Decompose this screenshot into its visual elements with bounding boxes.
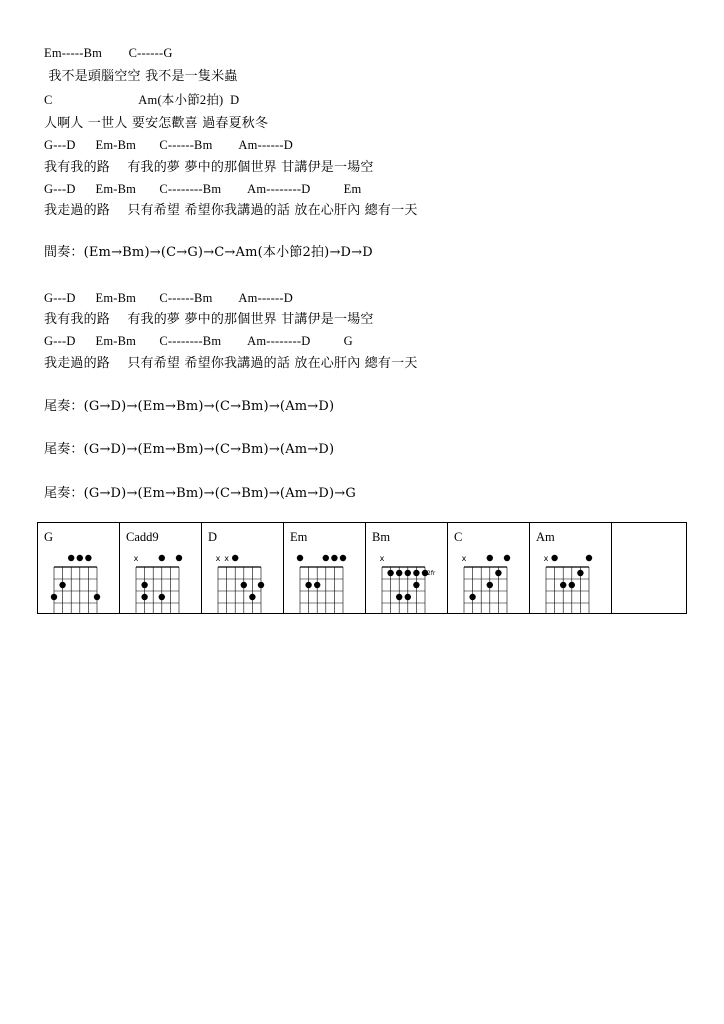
open-string-dot (323, 555, 329, 561)
chord-cell-4 (366, 523, 448, 613)
lyric-line-1: 我不是頭腦空空 我不是一隻米蟲 (44, 69, 238, 84)
chord-name: Am (536, 530, 555, 544)
chord-line-4: G---D Em-Bm C------Bm Am------D (44, 138, 293, 152)
chord-cell-0 (38, 523, 120, 613)
open-string-dot (232, 555, 238, 561)
open-string-dot (297, 555, 303, 561)
lyric-line-10: 我有我的路 有我的夢 夢中的那個世界 甘講伊是一場空 (44, 312, 374, 327)
chord-chart-table (37, 522, 687, 614)
finger-dot (249, 594, 255, 600)
finger-dot (159, 594, 165, 600)
chord-cell-5 (448, 523, 530, 613)
muted-string-mark: x (224, 554, 229, 563)
lyric-line-3: 人啊人 一世人 要安怎歡喜 過春夏秋冬 (44, 116, 269, 131)
open-string-dot (340, 555, 346, 561)
chord-name: D (208, 530, 218, 544)
lyric-line-8: 間奏：(Em→Bm)→(C→G)→C→Am(本小節2拍)→D→D (44, 245, 373, 260)
open-string-dot (551, 555, 557, 561)
finger-dot (141, 594, 147, 600)
finger-dot (305, 582, 311, 588)
chord-diagram-4 (366, 523, 448, 613)
chord-name: Bm (372, 530, 391, 544)
chord-cell-6 (530, 523, 612, 613)
open-string-dot (331, 555, 337, 561)
chord-diagram-1 (120, 523, 202, 613)
finger-dot (405, 594, 411, 600)
chord-diagram-2 (202, 523, 284, 613)
open-string-dot (85, 555, 91, 561)
lyric-line-12: 我走過的路 只有希望 希望你我講過的話 放在心肝內 總有一天 (44, 356, 418, 371)
finger-dot (94, 594, 100, 600)
finger-dot (59, 582, 65, 588)
lyric-line-7: 我走過的路 只有希望 希望你我講過的話 放在心肝內 總有一天 (44, 203, 418, 218)
chord-name: Cadd9 (126, 530, 159, 544)
chord-name: G (44, 530, 54, 544)
finger-dot (396, 594, 402, 600)
finger-dot (560, 582, 566, 588)
finger-dot (314, 582, 320, 588)
open-string-dot (176, 555, 182, 561)
chord-line-0: Em-----Bm C------G (44, 46, 173, 60)
chord-diagram-3 (284, 523, 366, 613)
lyric-line-15: 尾奏：(G→D)→(Em→Bm)→(C→Bm)→(Am→D)→G (44, 486, 356, 501)
finger-dot (396, 570, 402, 576)
chord-diagram-0 (38, 523, 120, 613)
lyric-line-13: 尾奏：(G→D)→(Em→Bm)→(C→Bm)→(Am→D) (44, 399, 335, 414)
chord-name: C (454, 530, 463, 544)
chord-diagram-5 (448, 523, 530, 613)
finger-dot (413, 582, 419, 588)
finger-dot (241, 582, 247, 588)
finger-dot (51, 594, 57, 600)
chord-line-11: G---D Em-Bm C--------Bm Am--------D G (44, 334, 353, 348)
lyric-line-5: 我有我的路 有我的夢 夢中的那個世界 甘講伊是一場空 (44, 160, 374, 175)
empty-chord-cell (612, 523, 686, 613)
finger-dot (469, 594, 475, 600)
chord-diagram-6 (530, 523, 612, 613)
finger-dot (487, 582, 493, 588)
finger-dot (141, 582, 147, 588)
chord-cell-2 (202, 523, 284, 613)
finger-dot (569, 582, 575, 588)
chord-cell-1 (120, 523, 202, 613)
finger-dot (577, 570, 583, 576)
chord-line-6: G---D Em-Bm C--------Bm Am--------D Em (44, 182, 362, 196)
chord-cell-3 (284, 523, 366, 613)
muted-string-mark: x (379, 554, 385, 563)
muted-string-mark: x (215, 554, 221, 563)
chord-line-9: G---D Em-Bm C------Bm Am------D (44, 291, 293, 305)
open-string-dot (77, 555, 83, 561)
chord-name: Em (290, 530, 308, 544)
lyric-line-14: 尾奏：(G→D)→(Em→Bm)→(C→Bm)→(Am→D) (44, 442, 335, 457)
finger-dot (495, 570, 501, 576)
muted-string-mark: x (133, 554, 139, 563)
open-string-dot (68, 555, 74, 561)
open-string-dot (504, 555, 510, 561)
open-string-dot (586, 555, 592, 561)
finger-dot (413, 570, 419, 576)
open-string-dot (487, 555, 493, 561)
chord-line-2: C Am(本小節2拍) D (44, 93, 240, 107)
muted-string-mark: x (543, 554, 549, 563)
muted-string-mark: x (461, 554, 467, 563)
finger-dot (387, 570, 393, 576)
fret-position-label: 2fr (427, 570, 436, 577)
open-string-dot (159, 555, 165, 561)
finger-dot (258, 582, 264, 588)
finger-dot (405, 570, 411, 576)
